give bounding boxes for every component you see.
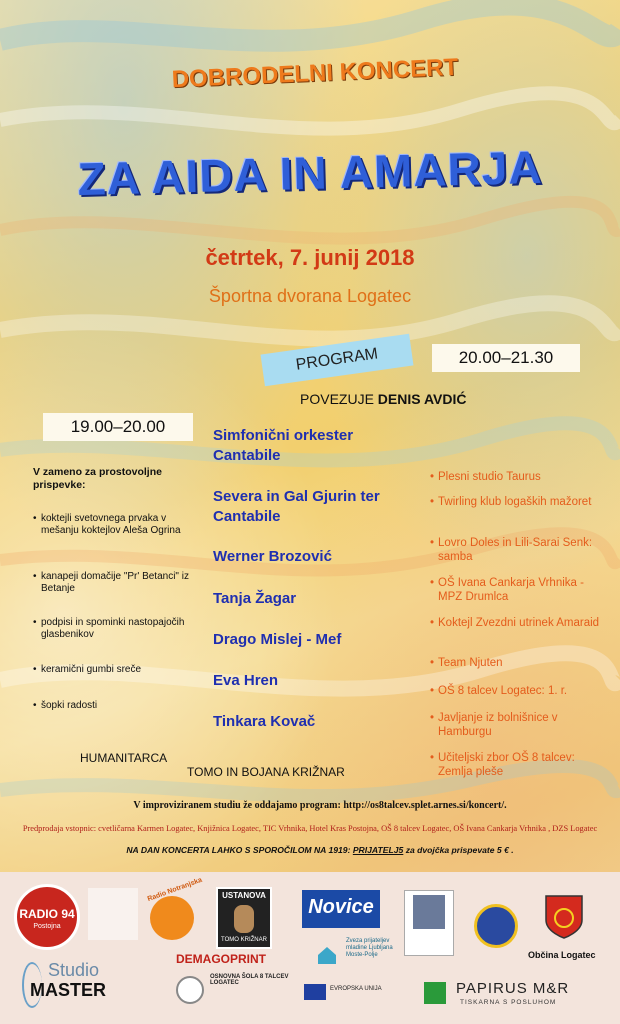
- sms-keyword: PRIJATELJ5: [352, 845, 404, 855]
- papirus-icon: [424, 982, 446, 1004]
- bullet: •: [430, 685, 435, 697]
- performer: Werner Brozović: [213, 548, 332, 565]
- program-item: • OŠ 8 talcev Logatec: 1. r.: [430, 685, 568, 697]
- program-item: • OŠ Ivana Cankarja Vrhnika - MPZ Drumlca: [430, 577, 584, 603]
- ustanova-logo: USTANOVA TOMO KRIŽNAR: [216, 887, 272, 949]
- performer: Simfonični orkester Cantabile: [213, 427, 354, 464]
- host-name: DENIS AVDIĆ: [377, 391, 467, 407]
- logatec-coat-of-arms: [544, 894, 584, 940]
- host-line: [300, 391, 600, 407]
- bullet: •: [430, 471, 435, 483]
- donation-item: • šopki radosti: [33, 700, 98, 711]
- round-emblem-logo: [474, 904, 518, 948]
- humanitarca-names: TOMO IN BOJANA KRIŽNAR: [187, 765, 345, 779]
- donation-item: • koktejli svetovnega prvaka v mešanju koktejlov Aleša Ogrina: [33, 513, 181, 536]
- presale-line: Predprodaja vstopnic: cvetličarna Karmen Logatec, Knjižnica Logatec, TIC Vrhnika, Hotel Kras Postojna, OŠ 8 talcev Logatec, OŠ Ivana Cankarja Vrhnika , DZS Logatec: [22, 824, 598, 833]
- bullet: •: [33, 700, 37, 711]
- eu-label: EVROPSKA UNIJA: [330, 986, 382, 992]
- bullet: •: [430, 617, 435, 629]
- novice-logo: Novice: [302, 890, 380, 928]
- program-item: • Javljanje iz bolnišnice v Hamburgu: [430, 712, 558, 738]
- radio-contact-block: [88, 888, 138, 940]
- studio-link-line[interactable]: V improviziranem studiu že oddajamo program: http://os8talcev.splet.arnes.si/koncert/.: [133, 800, 507, 811]
- performer: Drago Mislej - Mef: [213, 631, 342, 648]
- bullet: •: [430, 577, 435, 589]
- donation-item: • podpisi in spominki nastopajočih glasbenikov: [33, 617, 185, 640]
- donation-item: • keramični gumbi sreče: [33, 664, 142, 675]
- bullet: •: [33, 571, 37, 582]
- program-item: • Lovro Doles in Lili-Sarai Senk: samba: [430, 537, 593, 563]
- humanitarca-label: HUMANITARCA: [80, 751, 168, 765]
- donation-item: • kanapeji domačije "Pr' Betanci" iz Betanje: [33, 571, 189, 594]
- papirus-tagline: TISKARNA S POSLUHOM: [460, 999, 557, 1006]
- program-label: PROGRAM: [261, 334, 414, 387]
- performer: Eva Hren: [213, 672, 279, 689]
- school-emblem-icon: [176, 976, 204, 1004]
- radio-94-logo: RADIO 94 Postojna: [14, 884, 80, 950]
- program-item: • Koktejl Zvezdni utrinek Amaraid: [430, 617, 600, 629]
- bullet: •: [430, 657, 435, 669]
- time-slot-early: 19.00–20.00: [43, 413, 193, 441]
- program-item: • Plesni studio Taurus: [430, 471, 541, 483]
- bullet: •: [33, 664, 37, 675]
- radio-notranjska-logo: Radio Notranjska: [150, 896, 194, 940]
- event-venue: Športna dvorana Logatec: [208, 286, 412, 306]
- performer: Tinkara Kovač: [213, 713, 316, 730]
- program-item: • Team Njuten: [430, 657, 503, 669]
- bullet: •: [33, 513, 37, 524]
- sms-donation-line: NA DAN KONCERTA LAHKO S SPOROČILOM NA 1919: PRIJATELJ5 za dvojčka prispevate 5 € .: [126, 845, 514, 855]
- performer: Severa in Gal Gjurin ter Cantabile: [213, 488, 380, 525]
- performer: Tanja Žagar: [213, 590, 297, 607]
- sponsors-strip: [0, 872, 620, 1024]
- person-card: [404, 890, 454, 956]
- event-date: četrtek, 7. junij 2018: [205, 245, 415, 270]
- program-item: • Učiteljski zbor OŠ 8 talcev: Zemlja pleše: [430, 752, 575, 778]
- poster-title: ZA AIDA IN AMARJA: [76, 140, 544, 206]
- portrait-image: [413, 895, 445, 929]
- bullet: •: [430, 712, 435, 724]
- host-prefix: POVEZUJE: [300, 391, 374, 407]
- obcina-logatec-label: Občina Logatec: [528, 950, 596, 960]
- bullet: •: [430, 537, 435, 549]
- papirus-logo: PAPIRUS M&R: [456, 980, 570, 997]
- time-slot-evening: 20.00–21.30: [432, 344, 580, 372]
- bullet: •: [33, 617, 37, 628]
- demagoprint-logo: DEMAGOPRINT: [176, 952, 266, 966]
- eu-flag-icon: [304, 984, 326, 1000]
- school-name: OSNOVNA ŠOLA 8 TALCEV LOGATEC: [210, 974, 289, 986]
- footprint-icon: [234, 905, 254, 933]
- poster-subtitle: DOBRODELNI KONCERT: [171, 53, 459, 94]
- studio-label: Studio: [48, 960, 100, 980]
- bullet: •: [430, 752, 435, 764]
- bullet: •: [430, 496, 435, 508]
- zveza-logo-text: Zveza prijateljev mladine Ljubljana Moste-Polje: [346, 938, 393, 958]
- program-item: • Twirling klub logaških mažoret: [430, 496, 592, 508]
- master-label: MASTER: [30, 980, 106, 1000]
- house-icon: [316, 944, 338, 966]
- donation-heading: V zameno za prostovoljne prispevke:: [33, 466, 162, 491]
